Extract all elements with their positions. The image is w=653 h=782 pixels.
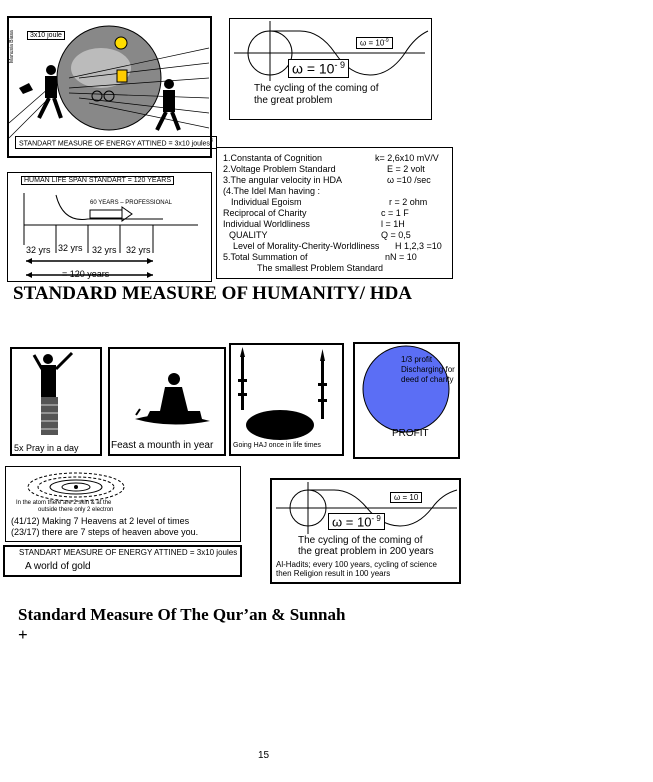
- wave-caption: [254, 83, 379, 107]
- trophy-icon: [117, 70, 127, 82]
- total-years: = 120 years: [62, 269, 110, 279]
- heavens-line1: (41/12) Making 7 Heavens at 2 level of times: [11, 516, 190, 526]
- heavens-panel: [5, 466, 241, 542]
- feast-panel: [108, 347, 226, 456]
- segment-3: 32 yrs: [92, 245, 117, 255]
- hadits-line2: then Religion result in 100 years: [276, 569, 391, 578]
- wave-panel: [229, 18, 432, 120]
- praying-figure: [12, 349, 100, 454]
- constant-row: 3.The angular velocity in HDA ω =10 /sec: [223, 175, 431, 185]
- gold-panel: [3, 545, 242, 577]
- segment-1: 32 yrs: [26, 245, 51, 255]
- constants-panel: [216, 147, 453, 279]
- kaaba-crowd: [246, 410, 314, 440]
- atom-note-line1: In the atom there are 2 skin & at the: [16, 500, 112, 506]
- constant-row: 5.Total Summation of nN = 10: [223, 252, 417, 262]
- gold-text: A world of gold: [25, 561, 91, 572]
- hajj-label: Going HAJ once in life times: [233, 442, 321, 449]
- minaret-left: [238, 347, 247, 410]
- segment-4: 32 yrs: [126, 245, 151, 255]
- feast-label: Feast a mounth in year: [111, 440, 214, 451]
- profit-panel: [353, 342, 460, 459]
- omega2-big: $\omega = 10^{- 9}$: [328, 513, 385, 530]
- wave-caption-line1: The cycling of the coming of: [254, 83, 379, 94]
- omega2-small: ω = 10: [390, 492, 422, 503]
- omega-small: $\omega = 10^{-9}$: [356, 37, 393, 49]
- minaret-right: [318, 349, 327, 419]
- lifespan-graph: [8, 173, 211, 281]
- bulb-icon: [115, 37, 127, 49]
- pray-panel: [10, 347, 102, 456]
- gold-footer: STANDART MEASURE OF ENERGY ATTINED = 3x10 joules: [19, 548, 238, 557]
- profit-line1: 1/3 profit: [401, 355, 433, 364]
- vertical-label: Manusia Biasa: [9, 30, 15, 63]
- sitting-figure: [110, 349, 224, 454]
- profit-label: PROFIT: [392, 428, 429, 439]
- wave-caption-line2: the great problem: [254, 95, 333, 106]
- constant-row: Individual Worldliness l = 1H: [223, 219, 405, 229]
- energy-footer: STANDART MEASURE OF ENERGY ATTINED = 3x10 joules$^8$: [15, 136, 217, 149]
- omega-big: $\omega = 10^{- 9}$: [288, 59, 349, 78]
- constant-row: The smallest Problem Standard: [257, 263, 384, 273]
- constant-row: Individual Egoism r = 2 ohm: [231, 197, 428, 207]
- heading-hda: STANDARD MEASURE OF HUMANITY/ HDA: [13, 283, 413, 304]
- constant-row: Reciprocal of Charity c = 1 F: [223, 208, 409, 218]
- lifespan-panel: [7, 172, 212, 282]
- wave2-caption: [298, 535, 434, 557]
- pray-label: 5x Pray in a day: [14, 443, 79, 453]
- heavens-line2: (23/17) there are 7 steps of heaven above you.: [11, 527, 199, 537]
- constant-row: QUALITY Q = 0,5: [229, 230, 411, 240]
- hajj-panel: [229, 343, 344, 456]
- page-number: 15: [258, 750, 270, 761]
- profit-line2: Discharging for: [401, 365, 455, 374]
- profit-line3: deed of charity: [401, 375, 454, 384]
- hadits-line1: Al-Hadits; every 100 years, cycling of science: [276, 560, 437, 569]
- constant-row: 1.Constanta of Cognition k= 2,6x10 mV/V: [223, 153, 439, 163]
- constant-row: Level of Morality-Cherity-Worldliness H 1,2,3 =10: [233, 241, 442, 251]
- hadits-text: [276, 560, 437, 578]
- energy-panel: [7, 16, 212, 158]
- lifespan-title: HUMAN LIFE SPAN STANDART = 120 YEARS: [21, 176, 174, 185]
- kaaba-illustration: [231, 345, 342, 454]
- heading-quran: Standard Measure Of The Qur’an & Sunnah: [18, 605, 346, 624]
- profit-text: [401, 355, 459, 385]
- plus-sign: +: [18, 625, 28, 644]
- atom-note-line2: outside there only 2 electron: [38, 507, 114, 513]
- wave2-panel: [270, 478, 461, 584]
- constants-list: [223, 153, 451, 274]
- constant-row: 2.Voltage Problem Standard E = 2 volt: [223, 164, 425, 174]
- professional-label: 60 YEARS – PROFESSIONAL: [90, 200, 172, 206]
- wave2-caption-line2: the great problem in 200 years: [298, 546, 434, 557]
- constant-row: (4.The Idel Man having :: [223, 186, 321, 196]
- wave2-caption-line1: The cycling of the coming of: [298, 535, 423, 546]
- atom-note: [16, 500, 113, 514]
- segment-2: 32 yrs: [58, 243, 83, 253]
- energy-tag: 3x10 joule: [27, 31, 65, 40]
